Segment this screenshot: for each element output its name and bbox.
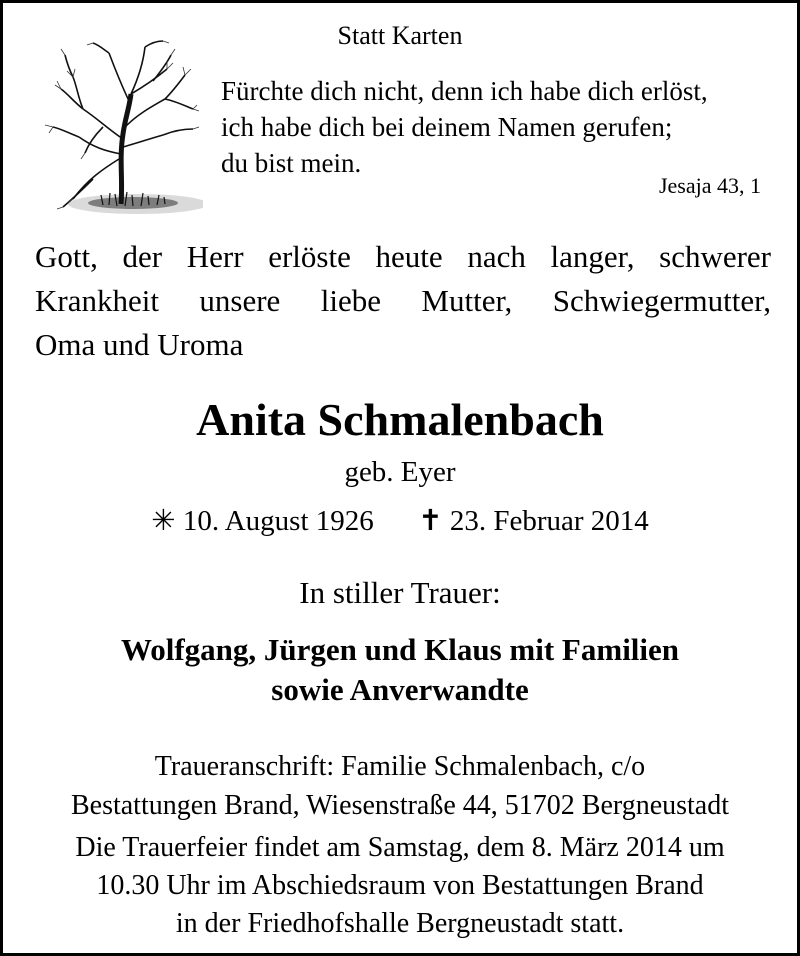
ceremony-details (3, 829, 797, 943)
intro-line: Krankheit unsere liebe Mutter, Schwiegermutter, (35, 283, 771, 318)
address-line: Traueranschrift: Familie Schmalenbach, c/o (154, 751, 646, 782)
birth-star-icon: ✳ (151, 505, 176, 537)
tree-illustration (33, 39, 203, 219)
birth-date: 10. August 1926 (182, 505, 374, 537)
mourning-address (3, 747, 797, 825)
deceased-name: Anita Schmalenbach (196, 394, 604, 445)
ceremony-line: 10.30 Uhr im Abschiedsraum von Bestattungen Brand (96, 870, 704, 901)
verse-reference: Jesaja 43, 1 (658, 173, 761, 198)
death-cross-icon: ✝ (418, 505, 443, 537)
header-title-text: Statt Karten (337, 21, 463, 50)
family-line: Wolfgang, Jürgen und Klaus mit Familien (120, 632, 680, 667)
ceremony-line: in der Friedhofshalle Bergneustadt statt. (175, 908, 625, 939)
family-line: sowie Anverwandte (271, 672, 529, 707)
address-line: Bestattungen Brand, Wiesenstraße 44, 51702 Bergneustadt (70, 790, 730, 821)
verse-line: du bist mein. (221, 148, 362, 178)
bible-verse (221, 73, 708, 181)
maiden-name: geb. Eyer (344, 456, 456, 488)
ceremony-line: Die Trauerfeier findet am Samstag, dem 8. März 2014 um (75, 832, 725, 863)
death-date: 23. Februar 2014 (449, 505, 649, 537)
verse-line: ich habe dich bei deinem Namen gerufen; (221, 112, 673, 142)
intro-text (35, 235, 771, 367)
mourning-heading: In stiller Trauer: (299, 575, 501, 610)
life-dates (3, 503, 797, 538)
verse-line: Fürchte dich nicht, denn ich habe dich erlöst, (221, 76, 708, 106)
intro-line: Gott, der Herr erlöste heute nach langer, schwerer (35, 239, 771, 274)
intro-line: Oma und Uroma (35, 327, 244, 362)
family-names (3, 630, 797, 710)
